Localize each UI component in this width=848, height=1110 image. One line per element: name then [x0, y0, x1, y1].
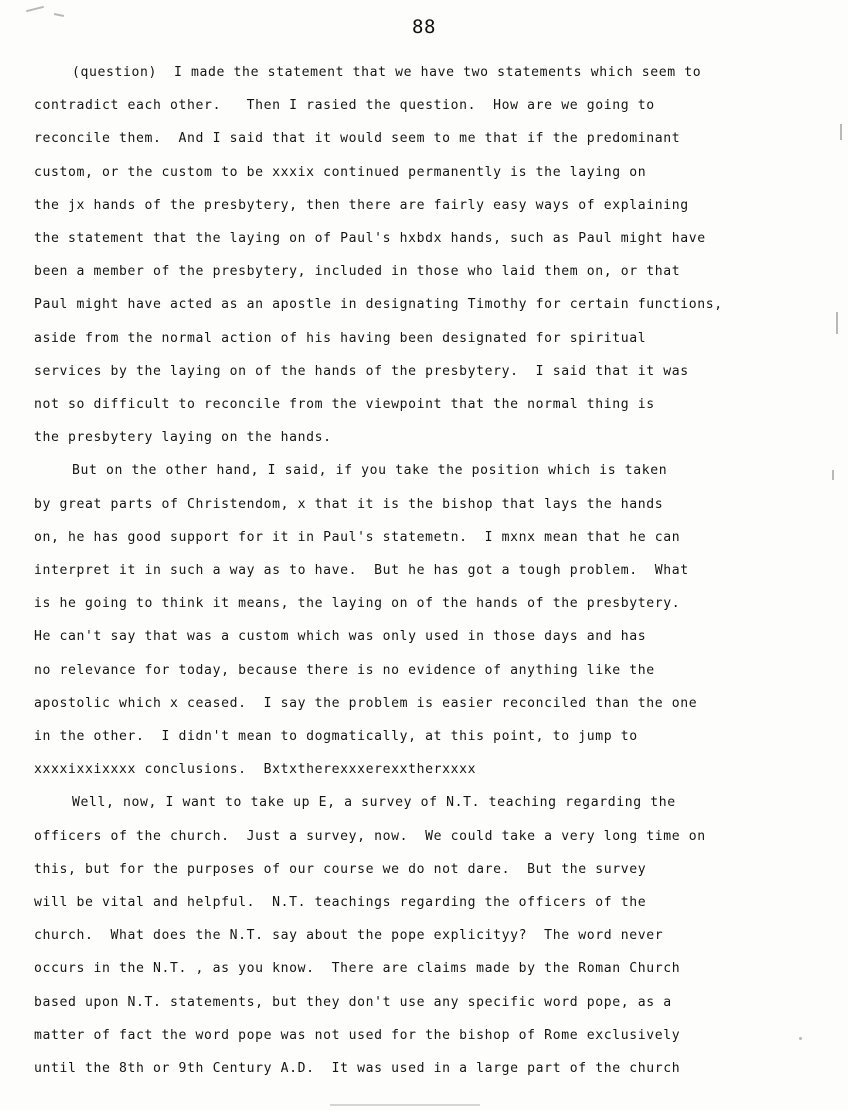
- scan-artifact-right-2: [836, 312, 838, 334]
- text-line: not so difficult to reconcile from the viewpoint that the normal thing is: [34, 397, 655, 413]
- document-body: [34, 56, 830, 1085]
- scan-artifact-right-3: [832, 470, 834, 480]
- text-line: custom, or the custom to be xxxix continued permanently is the laying on: [34, 164, 647, 180]
- text-line: church. What does the N.T. say about the pope explicityy? The word never: [34, 928, 664, 944]
- text-line: occurs in the N.T. , as you know. There are claims made by the Roman Church: [34, 961, 681, 977]
- text-line: in the other. I didn't mean to dogmatically, at this point, to jump to: [34, 729, 638, 745]
- text-line: this, but for the purposes of our course we do not dare. But the survey: [34, 861, 647, 877]
- text-line: He can't say that was a custom which was only used in those days and has: [34, 629, 647, 645]
- text-line: interpret it in such a way as to have. But he has got a tough problem. What: [34, 563, 689, 579]
- paragraph-two: [34, 454, 830, 786]
- text-line: aside from the normal action of his having been designated for spiritual: [34, 330, 647, 346]
- text-line: But on the other hand, I said, if you take the position which is taken: [72, 463, 668, 479]
- text-line: Paul might have acted as an apostle in designating Timothy for certain functions,: [34, 297, 723, 313]
- text-line: the statement that the laying on of Paul's hxbdx hands, such as Paul might have: [34, 231, 706, 247]
- text-line: been a member of the presbytery, included in those who laid them on, or that: [34, 264, 681, 280]
- text-line: the jx hands of the presbytery, then there are fairly easy ways of explaining: [34, 197, 689, 213]
- page-number: 88: [412, 16, 436, 38]
- scan-artifact-right-1: [840, 124, 842, 140]
- text-line: by great parts of Christendom, x that it is the bishop that lays the hands: [34, 496, 664, 512]
- text-line: contradict each other. Then I rasied the question. How are we going to: [34, 98, 655, 114]
- text-line: is he going to think it means, the laying on of the hands of the presbytery.: [34, 596, 681, 612]
- text-line: Well, now, I want to take up E, a survey of N.T. teaching regarding the: [72, 795, 676, 811]
- text-line: the presbytery laying on the hands.: [34, 430, 332, 446]
- text-line: officers of the church. Just a survey, now. We could take a very long time on: [34, 828, 706, 844]
- text-line: on, he has good support for it in Paul's statemetn. I mxnx mean that he can: [34, 529, 681, 545]
- text-line: (question) I made the statement that we have two statements which seem to: [72, 65, 702, 80]
- text-line: services by the laying on of the hands of the presbytery. I said that it was: [34, 363, 689, 379]
- paragraph-one: [34, 56, 830, 454]
- text-line: apostolic which x ceased. I say the problem is easier reconciled than the one: [34, 695, 698, 711]
- text-line: until the 8th or 9th Century A.D. It was used in a large part of the church: [34, 1061, 681, 1077]
- text-line: will be vital and helpful. N.T. teachings regarding the officers of the: [34, 895, 647, 911]
- text-line: reconcile them. And I said that it would seem to me that if the predominant: [34, 131, 681, 147]
- text-line: based upon N.T. statements, but they don't use any specific word pope, as a: [34, 994, 672, 1010]
- text-line-struck: xxxxixxixxxx conclusions. Bxtxtherexxxerexxtherxxxx: [34, 762, 477, 778]
- scan-artifact-top-left: [26, 6, 44, 12]
- scan-artifact-bottom-edge: [330, 1104, 480, 1106]
- text-line: no relevance for today, because there is no evidence of anything like the: [34, 662, 655, 678]
- paragraph-three: [34, 786, 830, 1085]
- text-line: matter of fact the word pope was not used for the bishop of Rome exclusively: [34, 1027, 681, 1043]
